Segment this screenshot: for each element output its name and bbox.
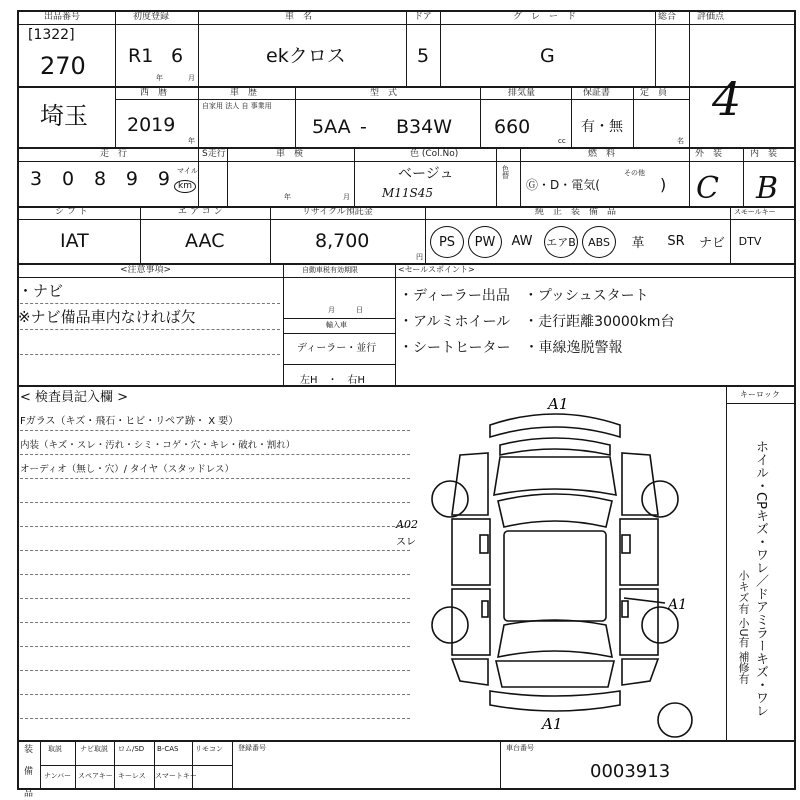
inspector-line: オーディオ（無し・穴）/ タイヤ（スタッドレス） <box>20 464 234 475</box>
inspector-line: 内装（キズ・スレ・汚れ・シミ・コゲ・穴・キレ・破れ・割れ） <box>20 440 296 451</box>
inspector-line: Fガラス（キズ・飛石・ヒビ・リペア跡・ X 要） <box>20 416 239 427</box>
registration-month: 6 <box>171 45 184 67</box>
ruled-line <box>20 502 410 503</box>
footer-label: ナビ取説 <box>80 745 108 753</box>
fuel-close: ) <box>660 175 667 194</box>
chassis-number: 0003913 <box>590 761 671 782</box>
ruled-line <box>20 550 410 551</box>
left-front-wheel <box>432 481 468 517</box>
door-header: ドア <box>414 12 432 22</box>
trunk <box>496 661 614 687</box>
history-header: 車 歴 <box>230 88 258 98</box>
parts-side-note2: 小キズ有 小U有 補修有 <box>737 570 750 685</box>
equipment-ps: PS <box>430 226 464 258</box>
fuel-other: その他 <box>624 169 645 177</box>
ac-header: エ ア コ ン <box>178 207 223 217</box>
note-line: ・ナビ <box>18 282 64 300</box>
footer-label: 取説 <box>48 745 62 753</box>
history-sub: 自家用 法人 自 事業用 <box>202 102 272 110</box>
warranty-header: 保証書 <box>583 88 611 98</box>
roof <box>504 531 606 621</box>
car-condition-diagram <box>380 395 720 740</box>
ruled-line <box>20 694 410 695</box>
km-label: km <box>174 180 196 193</box>
ruled-line <box>20 526 410 527</box>
right-rear-fender <box>622 659 658 685</box>
model-code-header: 型 式 <box>370 88 398 98</box>
air-conditioner: AAC <box>185 230 225 252</box>
equipment-sr: SR <box>667 233 685 249</box>
import-header: 輸入車 <box>326 321 347 329</box>
ruled-line <box>20 574 410 575</box>
door-count: 5 <box>417 45 430 67</box>
displacement-header: 排気量 <box>508 88 536 98</box>
lot-number: 270 <box>40 52 86 80</box>
footer-label: スペアキー <box>78 772 113 780</box>
front-bumper <box>490 414 620 437</box>
left-front-door <box>452 519 490 585</box>
inspector-header: < 検査員記入欄 > <box>20 390 129 405</box>
parts-side-note: ホイル・CPキズ・ワレ／ドアミラーキズ・ワレ <box>753 440 768 717</box>
footer-label: B-CAS <box>157 745 179 753</box>
recycle-fee: 8,700 <box>315 230 370 252</box>
tax-expiry-header: 自動車税有効期限 <box>302 266 358 274</box>
ruled-line <box>20 646 410 647</box>
score-prefix: 総合 <box>658 12 677 22</box>
import-handle: 左H ・ 右H <box>300 375 366 386</box>
interior-grade: B <box>756 171 779 206</box>
ruled-line <box>20 718 410 719</box>
fuel-header: 燃 料 <box>588 149 616 159</box>
warranty-value: 有・無 <box>581 119 623 135</box>
note-line: ※ナビ備品車内なければ欠 <box>18 308 196 326</box>
mileage-digit: 9 <box>125 168 138 190</box>
mileage-digits <box>30 168 170 196</box>
ruled-line <box>20 670 410 671</box>
footer-label: ナンバー <box>44 772 72 780</box>
footer-label: リモコン <box>195 745 223 753</box>
left-rear-door <box>452 589 490 655</box>
registration-number-header: 登録番号 <box>238 744 266 752</box>
right-front-wheel <box>642 481 678 517</box>
hood <box>494 457 616 495</box>
right-front-door <box>620 519 658 585</box>
inspection-header: 車 検 <box>276 149 304 159</box>
capacity-header: 定 員 <box>640 88 668 98</box>
grade-header: グ レ ー ド <box>513 12 577 22</box>
interior-header: 内 装 <box>750 149 778 159</box>
ruled-line <box>20 478 410 479</box>
score-header: 評価点 <box>697 12 725 22</box>
footer-label: キーレス <box>118 772 146 780</box>
mileage-digit: 9 <box>157 168 170 190</box>
shift: IAT <box>60 230 89 252</box>
inspection-year: 年 <box>284 193 291 201</box>
right-front-fender <box>622 453 658 515</box>
displacement: 660 <box>494 116 531 138</box>
recycle-header: リサイクル預託金 <box>302 207 373 217</box>
mileage-digit: 0 <box>61 168 75 190</box>
fuel-options: Ⓖ・D・電気( <box>526 178 600 192</box>
keylock-label: キーロック <box>740 390 780 399</box>
equipment-header: 純 正 装 備 品 <box>535 207 617 217</box>
equipment-pw: PW <box>468 226 502 258</box>
import-dealer: ディーラー・並行 <box>297 343 377 354</box>
left-rear-wheel <box>432 607 468 643</box>
mileage-header: 走 行 <box>100 149 128 159</box>
equipment-革: 革 <box>631 235 645 251</box>
equipment-エアb: エアB <box>544 226 578 258</box>
model-year: 2019 <box>127 114 176 136</box>
s-mileage-header: S走行 <box>202 149 226 159</box>
lot-bracket-number: [1322] <box>28 27 75 43</box>
registration-era: R1 <box>128 45 154 67</box>
left-rear-fender <box>452 659 488 685</box>
tax-expiry-month: 月 <box>328 306 335 314</box>
year-mark: 年 <box>156 74 163 82</box>
chassis-number-header: 車台番号 <box>506 744 534 752</box>
car-name-header: 車 名 <box>285 12 313 22</box>
color-header: 色 (Col.No) <box>410 149 459 159</box>
ruled-line <box>20 430 410 431</box>
mile-label: マイル <box>177 167 198 175</box>
overall-score: 4 <box>712 72 742 126</box>
color: ベージュ <box>398 166 454 182</box>
left-damage-code: A02 <box>396 518 418 531</box>
first-registration-header: 初度登録 <box>133 12 170 22</box>
sales-point: ・ディーラー出品 ・プッシュスタート <box>399 288 649 304</box>
sales-points-header: <セールスポイント> <box>398 265 475 274</box>
mileage-digit: 3 <box>30 168 43 190</box>
option-header: スモールキー <box>734 208 776 216</box>
left-damage-word: スレ <box>396 537 416 548</box>
year-header: 西 暦 <box>140 88 168 98</box>
yen-unit: 円 <box>416 253 423 261</box>
model-code: B34W <box>396 116 452 138</box>
model-prefix: 5AA <box>312 116 351 138</box>
car-name: ekクロス <box>266 45 346 67</box>
notes-header: <注意事項> <box>120 265 172 275</box>
mileage-digit: 8 <box>93 168 107 190</box>
tax-expiry-day: 日 <box>356 306 363 314</box>
spare-tire <box>658 703 692 737</box>
windshield <box>498 494 612 527</box>
capacity-unit: 名 <box>677 137 684 145</box>
rear-damage-mark: A1 <box>542 715 563 733</box>
equipment-abs: ABS <box>582 226 616 258</box>
inspection-month: 月 <box>343 193 350 201</box>
lot-number-header: 出品番号 <box>44 12 81 22</box>
cc-unit: cc <box>558 137 566 145</box>
model-dash: - <box>360 116 367 138</box>
sales-point: ・シートヒーター ・車線逸脱警報 <box>399 340 623 356</box>
grade: G <box>540 45 555 67</box>
footer-label: ロム/SD <box>118 745 145 753</box>
month-mark: 月 <box>188 74 195 82</box>
equipment-dtv: DTV <box>738 234 762 248</box>
left-front-fender <box>452 453 488 515</box>
ruled-line <box>20 454 410 455</box>
accessory-side-label: 装 備 品 <box>22 744 32 799</box>
rear-glass <box>498 620 612 657</box>
exterior-header: 外 装 <box>695 149 723 159</box>
front-damage-mark: A1 <box>548 395 569 413</box>
rear-bumper <box>490 691 620 711</box>
shift-header: シ フ ト <box>55 207 88 217</box>
color-change-label: 色替 <box>502 165 509 180</box>
year-unit: 年 <box>188 137 195 145</box>
color-code: M11S45 <box>382 186 434 200</box>
exterior-grade: C <box>696 171 719 206</box>
ruled-line <box>20 598 410 599</box>
footer-label: スマートキー <box>155 772 197 780</box>
right-damage-mark: A1 <box>668 597 688 613</box>
sales-point: ・アルミホイール ・走行距離30000km台 <box>399 314 675 330</box>
ruled-line <box>20 622 410 623</box>
equipment-aw: AW <box>511 233 533 249</box>
prefecture: 埼玉 <box>40 102 88 130</box>
equipment-ナビ: ナビ <box>698 235 725 251</box>
